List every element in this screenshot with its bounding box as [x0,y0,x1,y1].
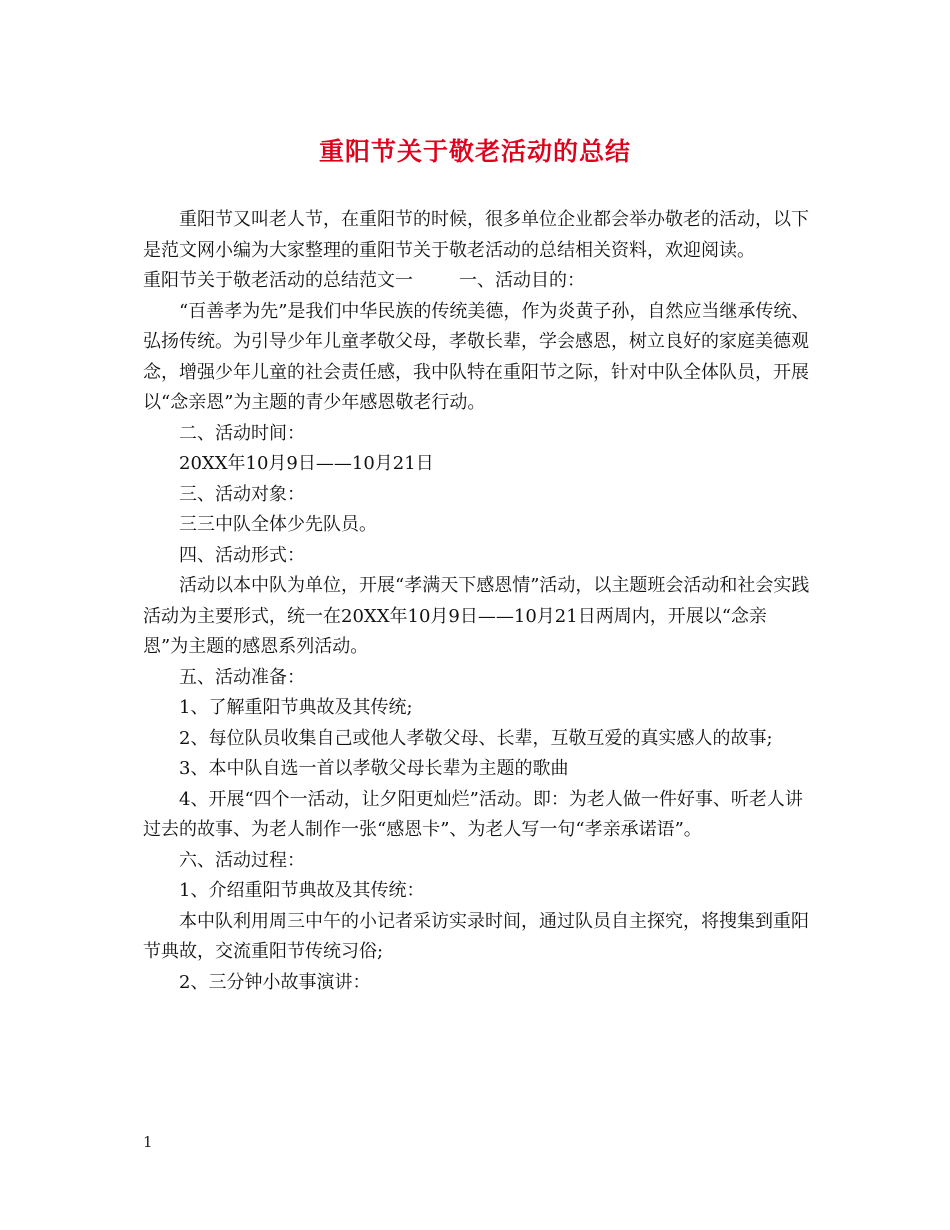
section-heading: 五、活动准备： [179,666,305,688]
paragraph: 活动以本中队为单位，开展“孝满天下感恩情”活动，以主题班会活动和社会实践活动为主要形式，统一在20XX年10月9日——10月21日两周内，开展以“念亲恩”为主题的感恩系列活动。 [143,575,810,657]
paragraph: “百善孝为先”是我们中华民族的传统美德，作为炎黄子孙，自然应当继承传统、弘扬传统。为引导少年儿童孝敬父母，孝敬长辈，学会感恩，树立良好的家庭美德观念，增强少年儿童的社会责任感，我中队特在重阳节之际，针对中队全体队员，开展以“念亲恩”为主题的青少年感恩敬老行动。 [143,300,810,413]
list-item: 4、开展“四个一活动，让夕阳更灿烂”活动。即：为老人做一件好事、听老人讲过去的故事、为老人制作一张“感恩卡”、为老人写一句“孝亲承诺语”。 [143,788,803,840]
section-heading: 二、活动时间： [179,422,305,444]
section-subtitle: 重阳节关于敬老活动的总结范文一 [143,270,413,291]
document-body [143,205,811,998]
page-number: 1 [143,1133,153,1151]
paragraph: 20XX年10月9日——10月21日 [179,453,434,474]
section-subtitle-line [143,266,811,297]
section-heading-purpose: 一、活动目的： [459,270,585,291]
list-item: 2、三分钟小故事演讲： [179,971,371,993]
intro-paragraph: 重阳节又叫老人节，在重阳节的时候，很多单位企业都会举办敬老的活动，以下是范文网小编为大家整理的重阳节关于敬老活动的总结相关资料，欢迎阅读。 [143,209,809,261]
list-item: 3、本中队自选一首以孝敬父母长辈为主题的歌曲 [179,758,569,779]
document-title: 重阳节关于敬老活动的总结 [318,137,631,166]
list-item: 1、了解重阳节典故及其传统; [179,697,413,718]
section-heading: 六、活动过程： [179,849,305,871]
section-heading: 四、活动形式： [179,544,305,566]
paragraph: 三三中队全体少先队员。 [179,514,377,535]
paragraph: 本中队利用周三中午的小记者采访实录时间，通过队员自主探究，将搜集到重阳节典故，交流重阳节传统习俗; [143,910,809,962]
section-heading: 三、活动对象： [179,483,305,505]
list-item: 2、每位队员收集自己或他人孝敬父母、长辈，互敬互爱的真实感人的故事; [179,727,773,749]
list-item: 1、介绍重阳节典故及其传统： [179,880,425,901]
